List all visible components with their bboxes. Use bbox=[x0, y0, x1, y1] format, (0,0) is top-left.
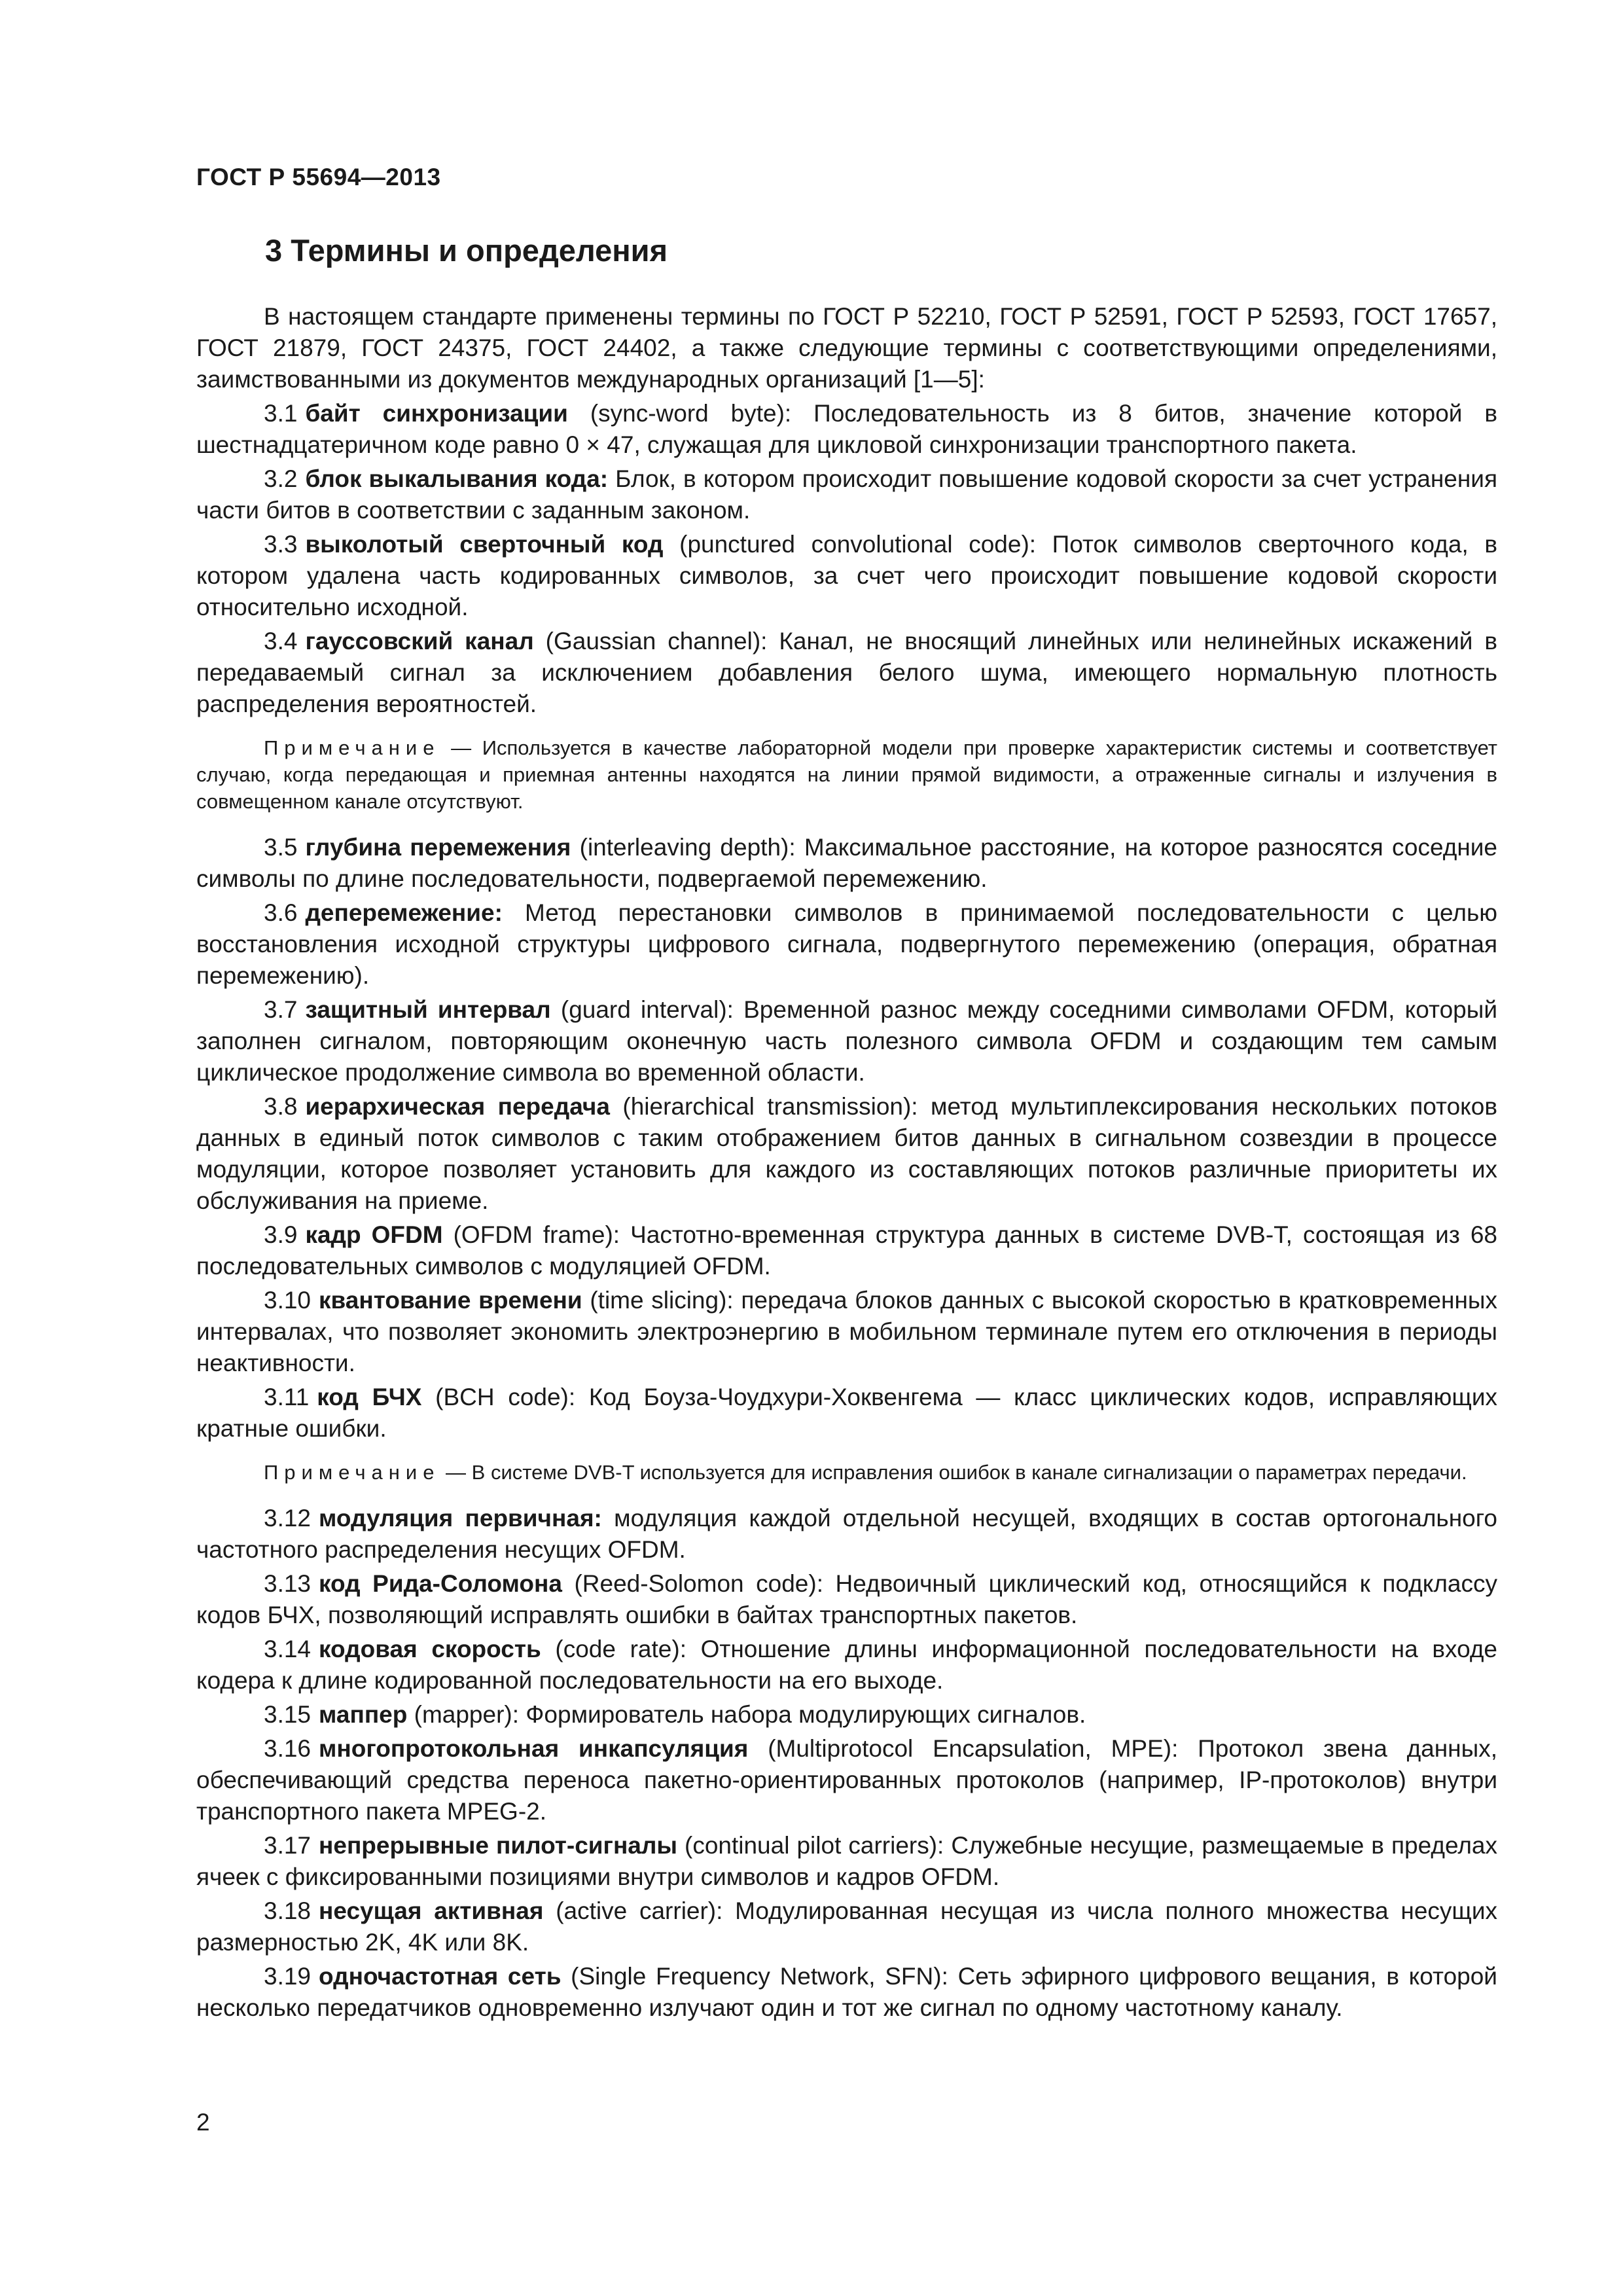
page-number: 2 bbox=[196, 2109, 210, 2136]
note-text: — Используется в качестве лабораторной модели при проверке характеристик системы и соответствует случаю, когда передающая и приемная антенны находятся на линии прямой видимости, а отраженные сигналы и излучения в совмещенном канале отсутствуют. bbox=[196, 736, 1497, 813]
term-number: 3.9 bbox=[264, 1221, 298, 1248]
term-name: защитный интервал bbox=[305, 996, 551, 1023]
note bbox=[196, 734, 1497, 815]
term-definition: (hierarchical transmission): метод мультиплексирования нескольких потоков данных в единый поток символов с таким отображением битов данных в сигнальном созвездии в процессе модуляции, которое позволяет установить для каждого из составляющих потоков различные приоритеты их обслуживания на приеме. bbox=[196, 1093, 1498, 1214]
note-text: — В системе DVB-T используется для исправления ошибок в канале сигнализации о параметрах передачи. bbox=[440, 1461, 1467, 1484]
term-definition: (active carrier): Модулированная несущая из числа полного множества несущих размерностью 2K, 4K или 8K. bbox=[196, 1897, 1498, 1956]
term-number: 3.17 bbox=[264, 1832, 312, 1859]
term-definition: (OFDM frame): Частотно-временная структура данных в системе DVB-T, состоящая из 68 последовательных символов с модуляцией OFDM. bbox=[196, 1221, 1497, 1280]
term-number: 3.16 bbox=[264, 1735, 312, 1762]
term-entry bbox=[196, 463, 1497, 526]
term-name: модуляция первичная: bbox=[319, 1505, 602, 1532]
term-number: 3.15 bbox=[264, 1701, 312, 1728]
term-entry bbox=[196, 398, 1497, 461]
term-entry bbox=[196, 1961, 1497, 2024]
term-entry bbox=[196, 1830, 1497, 1893]
term-name: гауссовский канал bbox=[305, 628, 534, 655]
term-number: 3.12 bbox=[264, 1505, 312, 1532]
term-entry bbox=[196, 994, 1497, 1088]
term-entry bbox=[196, 832, 1497, 895]
term-entry bbox=[196, 897, 1497, 992]
term-definition: (Gaussian channel): Канал, не вносящий линейных или нелинейных искажений в передаваемый сигнал за исключением добавления белого шума, имеющего нормальную плотность распределения вероятностей. bbox=[196, 628, 1497, 717]
term-name: несущая активная bbox=[319, 1897, 544, 1924]
term-number: 3.10 bbox=[264, 1287, 312, 1314]
term-definition: (Multiprotocol Encapsulation, MPE): Протокол звена данных, обеспечивающий средства переноса пакетно-ориентированных протоколов (например, IP-протоколов) внутри транспортного пакета MPEG-2. bbox=[196, 1735, 1497, 1825]
term-name: многопротокольная инкапсуляция bbox=[319, 1735, 749, 1762]
term-number: 3.19 bbox=[264, 1963, 312, 1990]
term-number: 3.18 bbox=[264, 1897, 312, 1924]
term-entry bbox=[196, 1699, 1497, 1731]
term-name: байт синхронизации bbox=[305, 400, 568, 427]
term-number: 3.7 bbox=[264, 996, 298, 1023]
term-definition: (time slicing): передача блоков данных с высокой скоростью в кратковременных интервалах, что позволяет экономить электроэнергию в мобильном терминале путем его отключения в периоды неактивности. bbox=[196, 1287, 1497, 1376]
term-entry bbox=[196, 1219, 1497, 1282]
term-number: 3.8 bbox=[264, 1093, 298, 1120]
term-entry bbox=[196, 1634, 1497, 1696]
term-name: одночастотная сеть bbox=[319, 1963, 562, 1990]
term-name: глубина перемежения bbox=[305, 834, 571, 861]
term-entry bbox=[196, 1503, 1497, 1566]
term-number: 3.13 bbox=[264, 1570, 312, 1597]
term-definition: (continual pilot carriers): Служебные несущие, размещаемые в пределах ячеек с фиксированными позициями внутри символов и кадров OFDM. bbox=[196, 1832, 1497, 1890]
term-entry bbox=[196, 1895, 1497, 1958]
term-definition: (Reed-Solomon code): Недвоичный циклический код, относящийся к подклассу кодов БЧХ, позволяющий исправлять ошибки в байтах транспортных пакетов. bbox=[196, 1570, 1497, 1628]
term-entry bbox=[196, 1285, 1497, 1379]
term-entry bbox=[196, 1568, 1497, 1631]
term-name: деперемежение: bbox=[305, 899, 503, 926]
term-entry bbox=[196, 1382, 1497, 1444]
term-name: выколотый сверточный код bbox=[305, 531, 664, 558]
term-definition: (BCH code): Код Боуза-Чоудхури-Хоквенгема — класс циклических кодов, исправляющих кратные ошибки. bbox=[196, 1384, 1497, 1442]
term-name: квантование времени bbox=[319, 1287, 582, 1314]
term-definition: (punctured convolutional code): Поток символов сверточного кода, в котором удалена часть кодированных символов, за счет чего происходит повышение кодовой скорости относительно исходной. bbox=[196, 531, 1497, 620]
intro-paragraph: В настоящем стандарте применены термины по ГОСТ Р 52210, ГОСТ Р 52591, ГОСТ Р 52593, ГОСТ 17657, ГОСТ 21879, ГОСТ 24375, ГОСТ 24402, а также следующие термины с соответствующими определениями, заимствованными из документов международных организаций [1—5]: bbox=[196, 303, 1497, 393]
term-name: маппер bbox=[319, 1701, 408, 1728]
term-name: кадр OFDM bbox=[305, 1221, 443, 1248]
term-entry bbox=[196, 626, 1497, 720]
term-number: 3.6 bbox=[264, 899, 298, 926]
terms-body bbox=[196, 301, 1497, 2026]
note-label: Примечание bbox=[264, 736, 440, 759]
term-entry bbox=[196, 529, 1497, 623]
term-number: 3.14 bbox=[264, 1636, 312, 1662]
document-code-header: ГОСТ Р 55694—2013 bbox=[196, 164, 441, 190]
note bbox=[196, 1459, 1497, 1486]
term-definition: (code rate): Отношение длины информационной последовательности на входе кодера к длине кодированной последовательности на его выходе. bbox=[196, 1636, 1497, 1694]
term-definition: (interleaving depth): Максимальное расстояние, на которое разносятся соседние символы по длине последовательности, подвергаемой перемежению. bbox=[196, 834, 1497, 892]
term-number: 3.3 bbox=[264, 531, 298, 558]
note-label: Примечание bbox=[264, 1461, 440, 1484]
term-definition: (mapper): Формирователь набора модулирующих сигналов. bbox=[407, 1701, 1086, 1728]
term-entry bbox=[196, 1091, 1497, 1217]
term-definition: модуляция каждой отдельной несущей, входящих в состав ортогонального частотного распределения несущих OFDM. bbox=[196, 1505, 1497, 1563]
section-title: 3 Термины и определения bbox=[265, 233, 668, 268]
term-name: кодовая скорость bbox=[319, 1636, 541, 1662]
term-name: код Рида-Соломона bbox=[319, 1570, 562, 1597]
term-name: код БЧХ bbox=[317, 1384, 422, 1410]
term-definition: Блок, в котором происходит повышение кодовой скорости за счет устранения части битов в соответствии с заданным законом. bbox=[196, 465, 1498, 524]
term-name: блок выкалывания кода: bbox=[305, 465, 609, 492]
term-name: непрерывные пилот-сигналы bbox=[319, 1832, 677, 1859]
term-number: 3.2 bbox=[264, 465, 298, 492]
term-number: 3.4 bbox=[264, 628, 298, 655]
term-definition: (sync-word byte): Последовательность из 8 битов, значение которой в шестнадцатеричном коде равно 0 × 47, служащая для цикловой синхронизации транспортного пакета. bbox=[196, 400, 1498, 458]
term-entry bbox=[196, 1733, 1497, 1827]
term-number: 3.11 bbox=[264, 1384, 310, 1410]
term-definition: (guard interval): Временной разнос между соседними символами OFDM, который заполнен сигналом, повторяющим оконечную часть полезного символа OFDM и создающим тем самым циклическое продолжение символа во временной области. bbox=[196, 996, 1497, 1086]
term-name: иерархическая передача bbox=[305, 1093, 610, 1120]
term-number: 3.1 bbox=[264, 400, 298, 427]
term-definition: (Single Frequency Network, SFN): Сеть эфирного цифрового вещания, в которой несколько передатчиков одновременно излучают один и тот же сигнал по одному частотному каналу. bbox=[196, 1963, 1497, 2021]
term-definition: Метод перестановки символов в принимаемой последовательности с целью восстановления исходной структуры цифрового сигнала, подвергнутого перемежению (операция, обратная перемежению). bbox=[196, 899, 1497, 989]
term-number: 3.5 bbox=[264, 834, 298, 861]
